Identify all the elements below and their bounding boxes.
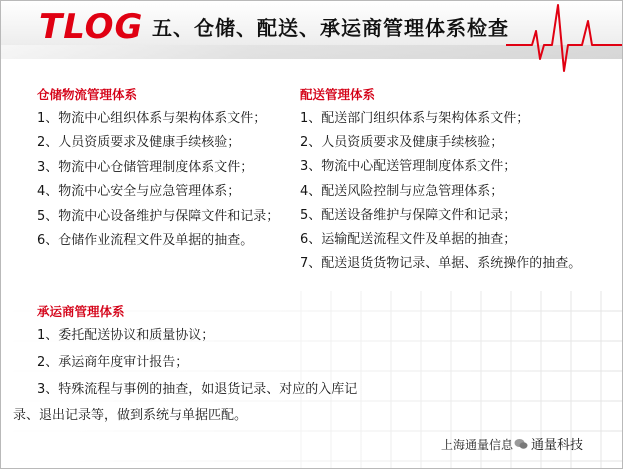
warehouse-list bbox=[37, 107, 279, 253]
page-title: 五、仓储、配送、承运商管理体系检查 bbox=[152, 16, 509, 40]
delivery-list bbox=[300, 107, 581, 276]
section-title-carrier: 承运商管理体系 bbox=[37, 304, 125, 319]
list-item: 7、配送退货货物记录、单据、系统操作的抽查。 bbox=[300, 256, 582, 272]
section-title-delivery: 配送管理体系 bbox=[300, 87, 376, 102]
list-item: 3、特殊流程与事例的抽查，如退货记录、对应的入库记 bbox=[37, 381, 358, 397]
carrier-list bbox=[13, 323, 358, 430]
list-item: 2、人员资质要求及健康手续核验； bbox=[37, 135, 241, 151]
footer-watermark bbox=[441, 437, 583, 454]
list-item: 4、配送风险控制与应急管理体系； bbox=[300, 183, 504, 199]
list-item: 6、运输配送流程文件及单据的抽查； bbox=[300, 232, 517, 248]
tlog-logo: TLOG bbox=[39, 7, 144, 47]
footer-brand: 通量科技 bbox=[531, 438, 584, 453]
list-item: 1、配送部门组织体系与架构体系文件； bbox=[300, 111, 530, 126]
list-item: 2、人员资质要求及健康手续核验； bbox=[300, 135, 504, 151]
list-item: 录、退出记录等，做到系统与单据匹配。 bbox=[13, 408, 248, 424]
list-item: 4、物流中心安全与应急管理体系； bbox=[37, 184, 241, 200]
footer-source: 上海通量信息 bbox=[441, 438, 514, 452]
section-title-warehouse: 仓储物流管理体系 bbox=[37, 87, 138, 102]
list-item: 5、配送设备维护与保障文件和记录； bbox=[300, 207, 517, 223]
list-item: 2、承运商年度审计报告； bbox=[37, 354, 189, 370]
list-item: 5、物流中心设备维护与保障文件和记录； bbox=[37, 208, 280, 224]
list-item: 6、仓储作业流程文件及单据的抽查。 bbox=[37, 233, 254, 249]
wechat-icon bbox=[514, 438, 528, 450]
list-item: 1、委托配送协议和质量协议； bbox=[37, 328, 215, 343]
list-item: 1、物流中心组织体系与架构体系文件； bbox=[37, 111, 267, 126]
list-item: 3、物流中心配送管理制度体系文件； bbox=[300, 159, 517, 175]
list-item: 3、物流中心仓储管理制度体系文件； bbox=[37, 159, 254, 175]
heartbeat-line-icon bbox=[506, 1, 623, 73]
